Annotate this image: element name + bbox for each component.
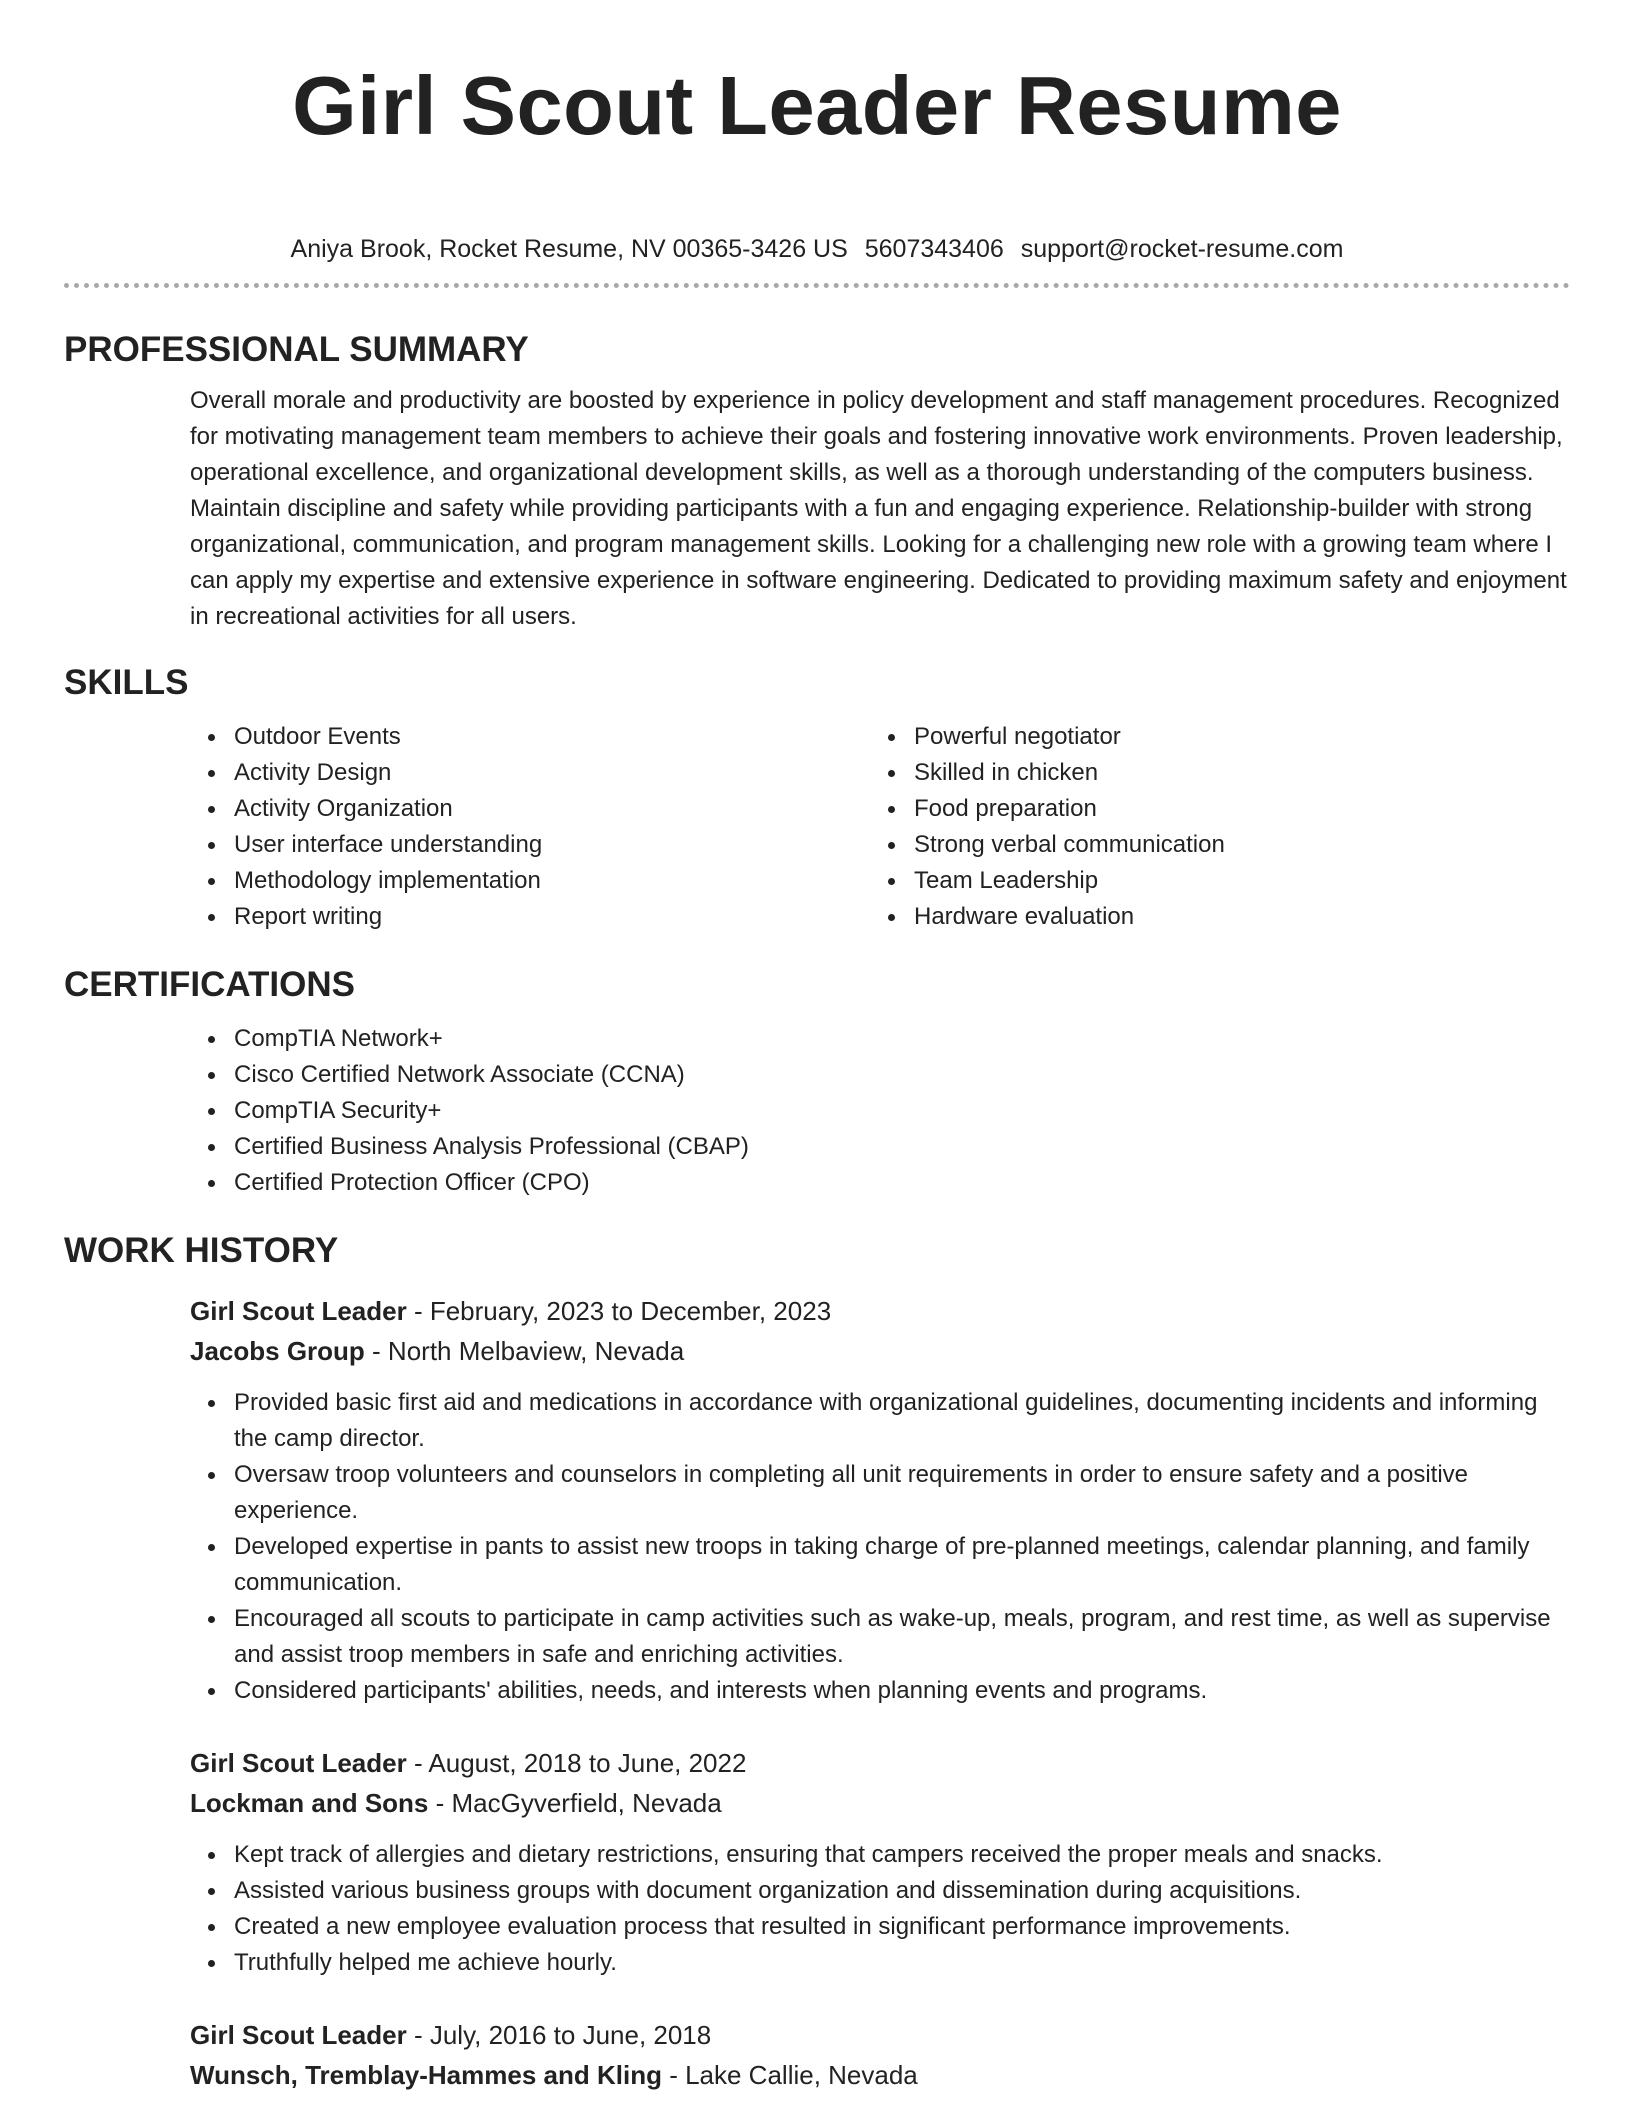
- skills-section: [64, 661, 1570, 935]
- resume-page: [64, 0, 1570, 2095]
- job-bullet: Kept track of allergies and dietary restrictions, ensuring that campers received the proper meals and snacks.: [190, 1837, 1570, 1873]
- summary-text: Overall morale and productivity are boosted by experience in policy development and staff management procedures. Recognized for motivating management team members to achieve their goals and fostering innovative work environments. Proven leadership, operational excellence, and organizational development skills, as well as a thorough understanding of the computers business. Maintain discipline and safety while providing participants with a fun and engaging experience. Relationship-builder with strong organizational, communication, and program management skills. Looking for a challenging new role with a growing team where I can apply my expertise and extensive experience in software engineering. Dedicated to providing maximum safety and enjoyment in recreational activities for all users.: [190, 387, 1567, 630]
- job-title-line: [190, 1291, 1570, 1331]
- job-company-line: [190, 1783, 1570, 1823]
- skills-heading: SKILLS: [64, 663, 189, 702]
- certification-item: Cisco Certified Network Associate (CCNA): [190, 1057, 1570, 1093]
- job-title: Girl Scout Leader: [190, 2020, 407, 2050]
- skill-item: Outdoor Events: [190, 719, 870, 755]
- skills-grid: [190, 719, 1570, 935]
- job-title: Girl Scout Leader: [190, 1748, 407, 1778]
- job-bullet: Created a new employee evaluation process that resulted in significant performance improvements.: [190, 1909, 1570, 1945]
- job-company: Wunsch, Tremblay-Hammes and Kling: [190, 2060, 662, 2090]
- job-bullet: Developed expertise in pants to assist new troops in taking charge of pre-planned meetings, calendar planning, and family communication.: [190, 1529, 1570, 1601]
- job-title: Girl Scout Leader: [190, 1296, 407, 1326]
- contact-line: [64, 232, 1570, 266]
- job-dates: - February, 2023 to December, 2023: [406, 1296, 832, 1326]
- job-bullet: Assisted various business groups with document organization and dissemination during acquisitions.: [190, 1873, 1570, 1909]
- contact-email: support@rocket-resume.com: [1020, 235, 1344, 263]
- job-bullets: [190, 1385, 1570, 1709]
- job-bullet: Considered participants' abilities, needs, and interests when planning events and programs.: [190, 1673, 1570, 1709]
- certification-item: CompTIA Security+: [190, 1093, 1570, 1129]
- skill-item: Food preparation: [870, 791, 1550, 827]
- certification-item: Certified Business Analysis Professional (CBAP): [190, 1129, 1570, 1165]
- job-location: - Lake Callie, Nevada: [661, 2060, 918, 2090]
- contact-address: Aniya Brook, Rocket Resume, NV 00365-3426 US: [290, 235, 848, 263]
- job-company: Lockman and Sons: [190, 1788, 429, 1818]
- page-title: Girl Scout Leader Resume: [292, 59, 1342, 152]
- skills-right-column: [870, 719, 1550, 935]
- skill-item: Methodology implementation: [190, 863, 870, 899]
- skill-item: User interface understanding: [190, 827, 870, 863]
- skill-item: Hardware evaluation: [870, 899, 1550, 935]
- summary-heading: PROFESSIONAL SUMMARY: [64, 330, 529, 369]
- job-dates: - July, 2016 to June, 2018: [406, 2020, 712, 2050]
- certification-item: CompTIA Network+: [190, 1021, 1570, 1057]
- certifications-heading: CERTIFICATIONS: [64, 965, 356, 1004]
- skill-item: Activity Organization: [190, 791, 870, 827]
- job-entry: [190, 2015, 1570, 2095]
- certifications-list: [190, 1021, 1570, 1201]
- work-history-heading: WORK HISTORY: [64, 1231, 339, 1270]
- job-entry: [190, 1291, 1570, 1709]
- skill-item: Skilled in chicken: [870, 755, 1550, 791]
- skills-left-column: [190, 719, 870, 935]
- certifications-section: [64, 963, 1570, 1201]
- certification-item: Certified Protection Officer (CPO): [190, 1165, 1570, 1201]
- skill-item: Report writing: [190, 899, 870, 935]
- job-location: - MacGyverfield, Nevada: [428, 1788, 722, 1818]
- job-company-line: [190, 2055, 1570, 2095]
- header-divider: [64, 283, 1570, 288]
- job-location: - North Melbaview, Nevada: [364, 1336, 685, 1366]
- skill-item: Strong verbal communication: [870, 827, 1550, 863]
- skill-item: Team Leadership: [870, 863, 1550, 899]
- skill-item: Powerful negotiator: [870, 719, 1550, 755]
- job-dates: - August, 2018 to June, 2022: [406, 1748, 747, 1778]
- job-title-line: [190, 1743, 1570, 1783]
- job-company-line: [190, 1331, 1570, 1371]
- job-company: Jacobs Group: [190, 1336, 365, 1366]
- job-title-line: [190, 2015, 1570, 2055]
- summary-section: [64, 328, 1570, 635]
- contact-phone: 5607343406: [864, 235, 1004, 263]
- job-bullet: Oversaw troop volunteers and counselors in completing all unit requirements in order to ensure safety and a positive experience.: [190, 1457, 1570, 1529]
- skill-item: Activity Design: [190, 755, 870, 791]
- job-bullet: Provided basic first aid and medications in accordance with organizational guidelines, documenting incidents and informing the camp director.: [190, 1385, 1570, 1457]
- job-bullet: Encouraged all scouts to participate in camp activities such as wake-up, meals, program, and rest time, as well as supervise and assist troop members in safe and enriching activities.: [190, 1601, 1570, 1673]
- job-entry: [190, 1743, 1570, 1981]
- work-history-section: [64, 1229, 1570, 2095]
- job-bullet: Truthfully helped me achieve hourly.: [190, 1945, 1570, 1981]
- job-bullets: [190, 1837, 1570, 1981]
